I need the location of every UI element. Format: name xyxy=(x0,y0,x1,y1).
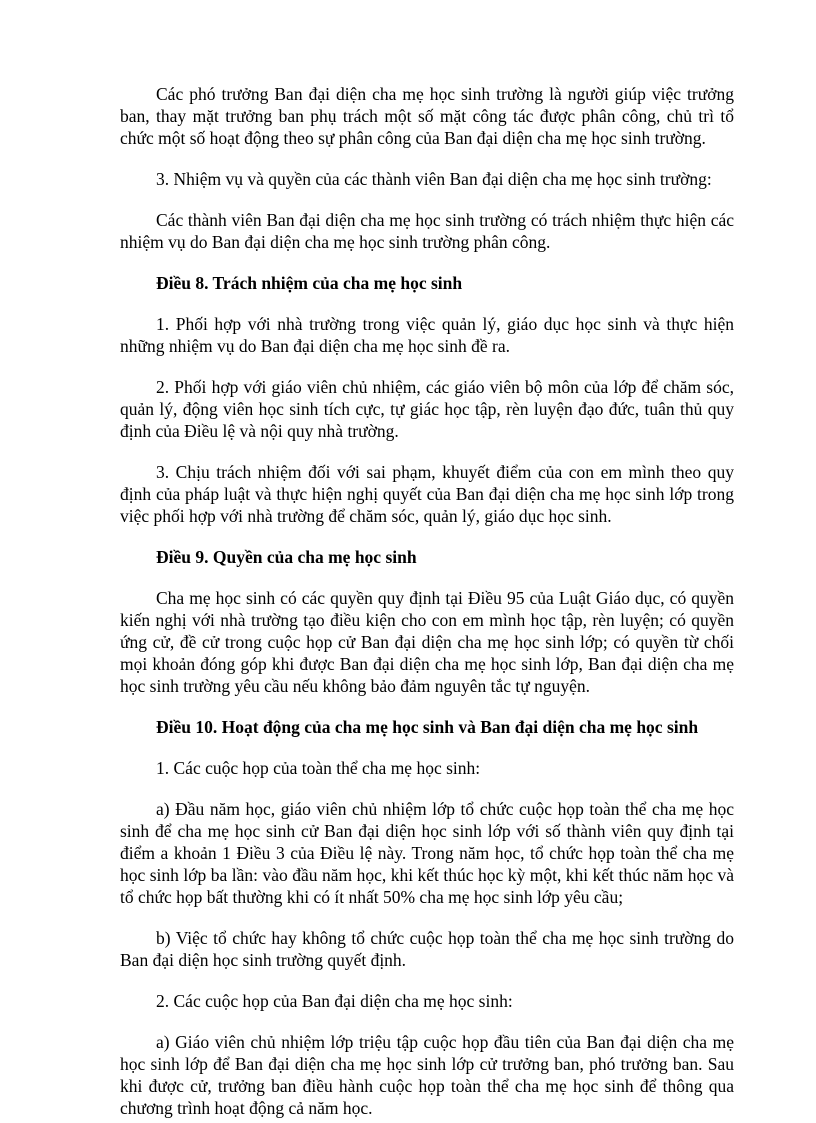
paragraph: b) Việc tổ chức hay không tổ chức cuộc họp toàn thể cha mẹ học sinh trường do Ban đại diện học sinh trường quyết định. xyxy=(120,928,734,970)
article-heading: Điều 8. Trách nhiệm của cha mẹ học sinh xyxy=(156,273,463,293)
paragraph: a) Đầu năm học, giáo viên chủ nhiệm lớp tổ chức cuộc họp toàn thể cha mẹ học sinh để cha mẹ học sinh cử Ban đại diện học sinh lớp với số thành viên quy định tại điểm a khoản 1 Điều 3 của Điều lệ này. Trong năm học, tổ chức họp toàn thể cha mẹ học sinh lớp ba lần: vào đầu năm học, khi kết thúc học kỳ một, khi kết thúc năm học và tổ chức họp bất thường khi có ít nhất 50% cha mẹ học sinh lớp yêu cầu; xyxy=(120,799,734,907)
paragraph: 1. Phối hợp với nhà trường trong việc quản lý, giáo dục học sinh và thực hiện những nhiệm vụ do Ban đại diện cha mẹ học sinh đề ra. xyxy=(120,314,734,356)
paragraph: 2. Các cuộc họp của Ban đại diện cha mẹ học sinh: xyxy=(156,991,513,1011)
paragraph: 3. Nhiệm vụ và quyền của các thành viên Ban đại diện cha mẹ học sinh trường: xyxy=(156,169,712,189)
article-heading: Điều 10. Hoạt động của cha mẹ học sinh và Ban đại diện cha mẹ học sinh xyxy=(156,717,699,737)
paragraph: 3. Chịu trách nhiệm đối với sai phạm, khuyết điểm của con em mình theo quy định của pháp luật và thực hiện nghị quyết của Ban đại diện cha mẹ học sinh lớp trong việc phối hợp với nhà trường để chăm sóc, quản lý, giáo dục học sinh. xyxy=(120,462,734,526)
paragraph: Cha mẹ học sinh có các quyền quy định tại Điều 95 của Luật Giáo dục, có quyền kiến nghị với nhà trường tạo điều kiện cho con em mình học tập, rèn luyện; có quyền ứng cử, đề cử trong cuộc họp cử Ban đại diện cha mẹ học sinh lớp; có quyền từ chối mọi khoản đóng góp khi được Ban đại diện cha mẹ học sinh lớp, Ban đại diện cha mẹ học sinh trường yêu cầu nếu không bảo đảm nguyên tắc tự nguyện. xyxy=(120,588,734,696)
paragraph: Các thành viên Ban đại diện cha mẹ học sinh trường có trách nhiệm thực hiện các nhiệm vụ do Ban đại diện cha mẹ học sinh trường phân công. xyxy=(120,210,734,252)
paragraph: 1. Các cuộc họp của toàn thể cha mẹ học sinh: xyxy=(156,758,481,778)
article-heading: Điều 9. Quyền của cha mẹ học sinh xyxy=(156,547,417,567)
paragraph: 2. Phối hợp với giáo viên chủ nhiệm, các giáo viên bộ môn của lớp để chăm sóc, quản lý, động viên học sinh tích cực, tự giác học tập, rèn luyện đạo đức, tuân thủ quy định của Điều lệ và nội quy nhà trường. xyxy=(120,377,734,441)
paragraph: a) Giáo viên chủ nhiệm lớp triệu tập cuộc họp đầu tiên của Ban đại diện cha mẹ học sinh lớp để Ban đại diện cha mẹ học sinh lớp cử trưởng ban, phó trưởng ban. Sau khi được cử, trưởng ban điều hành cuộc họp toàn thể cha mẹ học sinh để thông qua chương trình hoạt động cả năm học. xyxy=(120,1032,734,1118)
paragraph: Các phó trưởng Ban đại diện cha mẹ học sinh trường là người giúp việc trưởng ban, thay mặt trưởng ban phụ trách một số mặt công tác được phân công, chủ trì tổ chức một số hoạt động theo sự phân công của Ban đại diện cha mẹ học sinh trường. xyxy=(120,84,734,148)
